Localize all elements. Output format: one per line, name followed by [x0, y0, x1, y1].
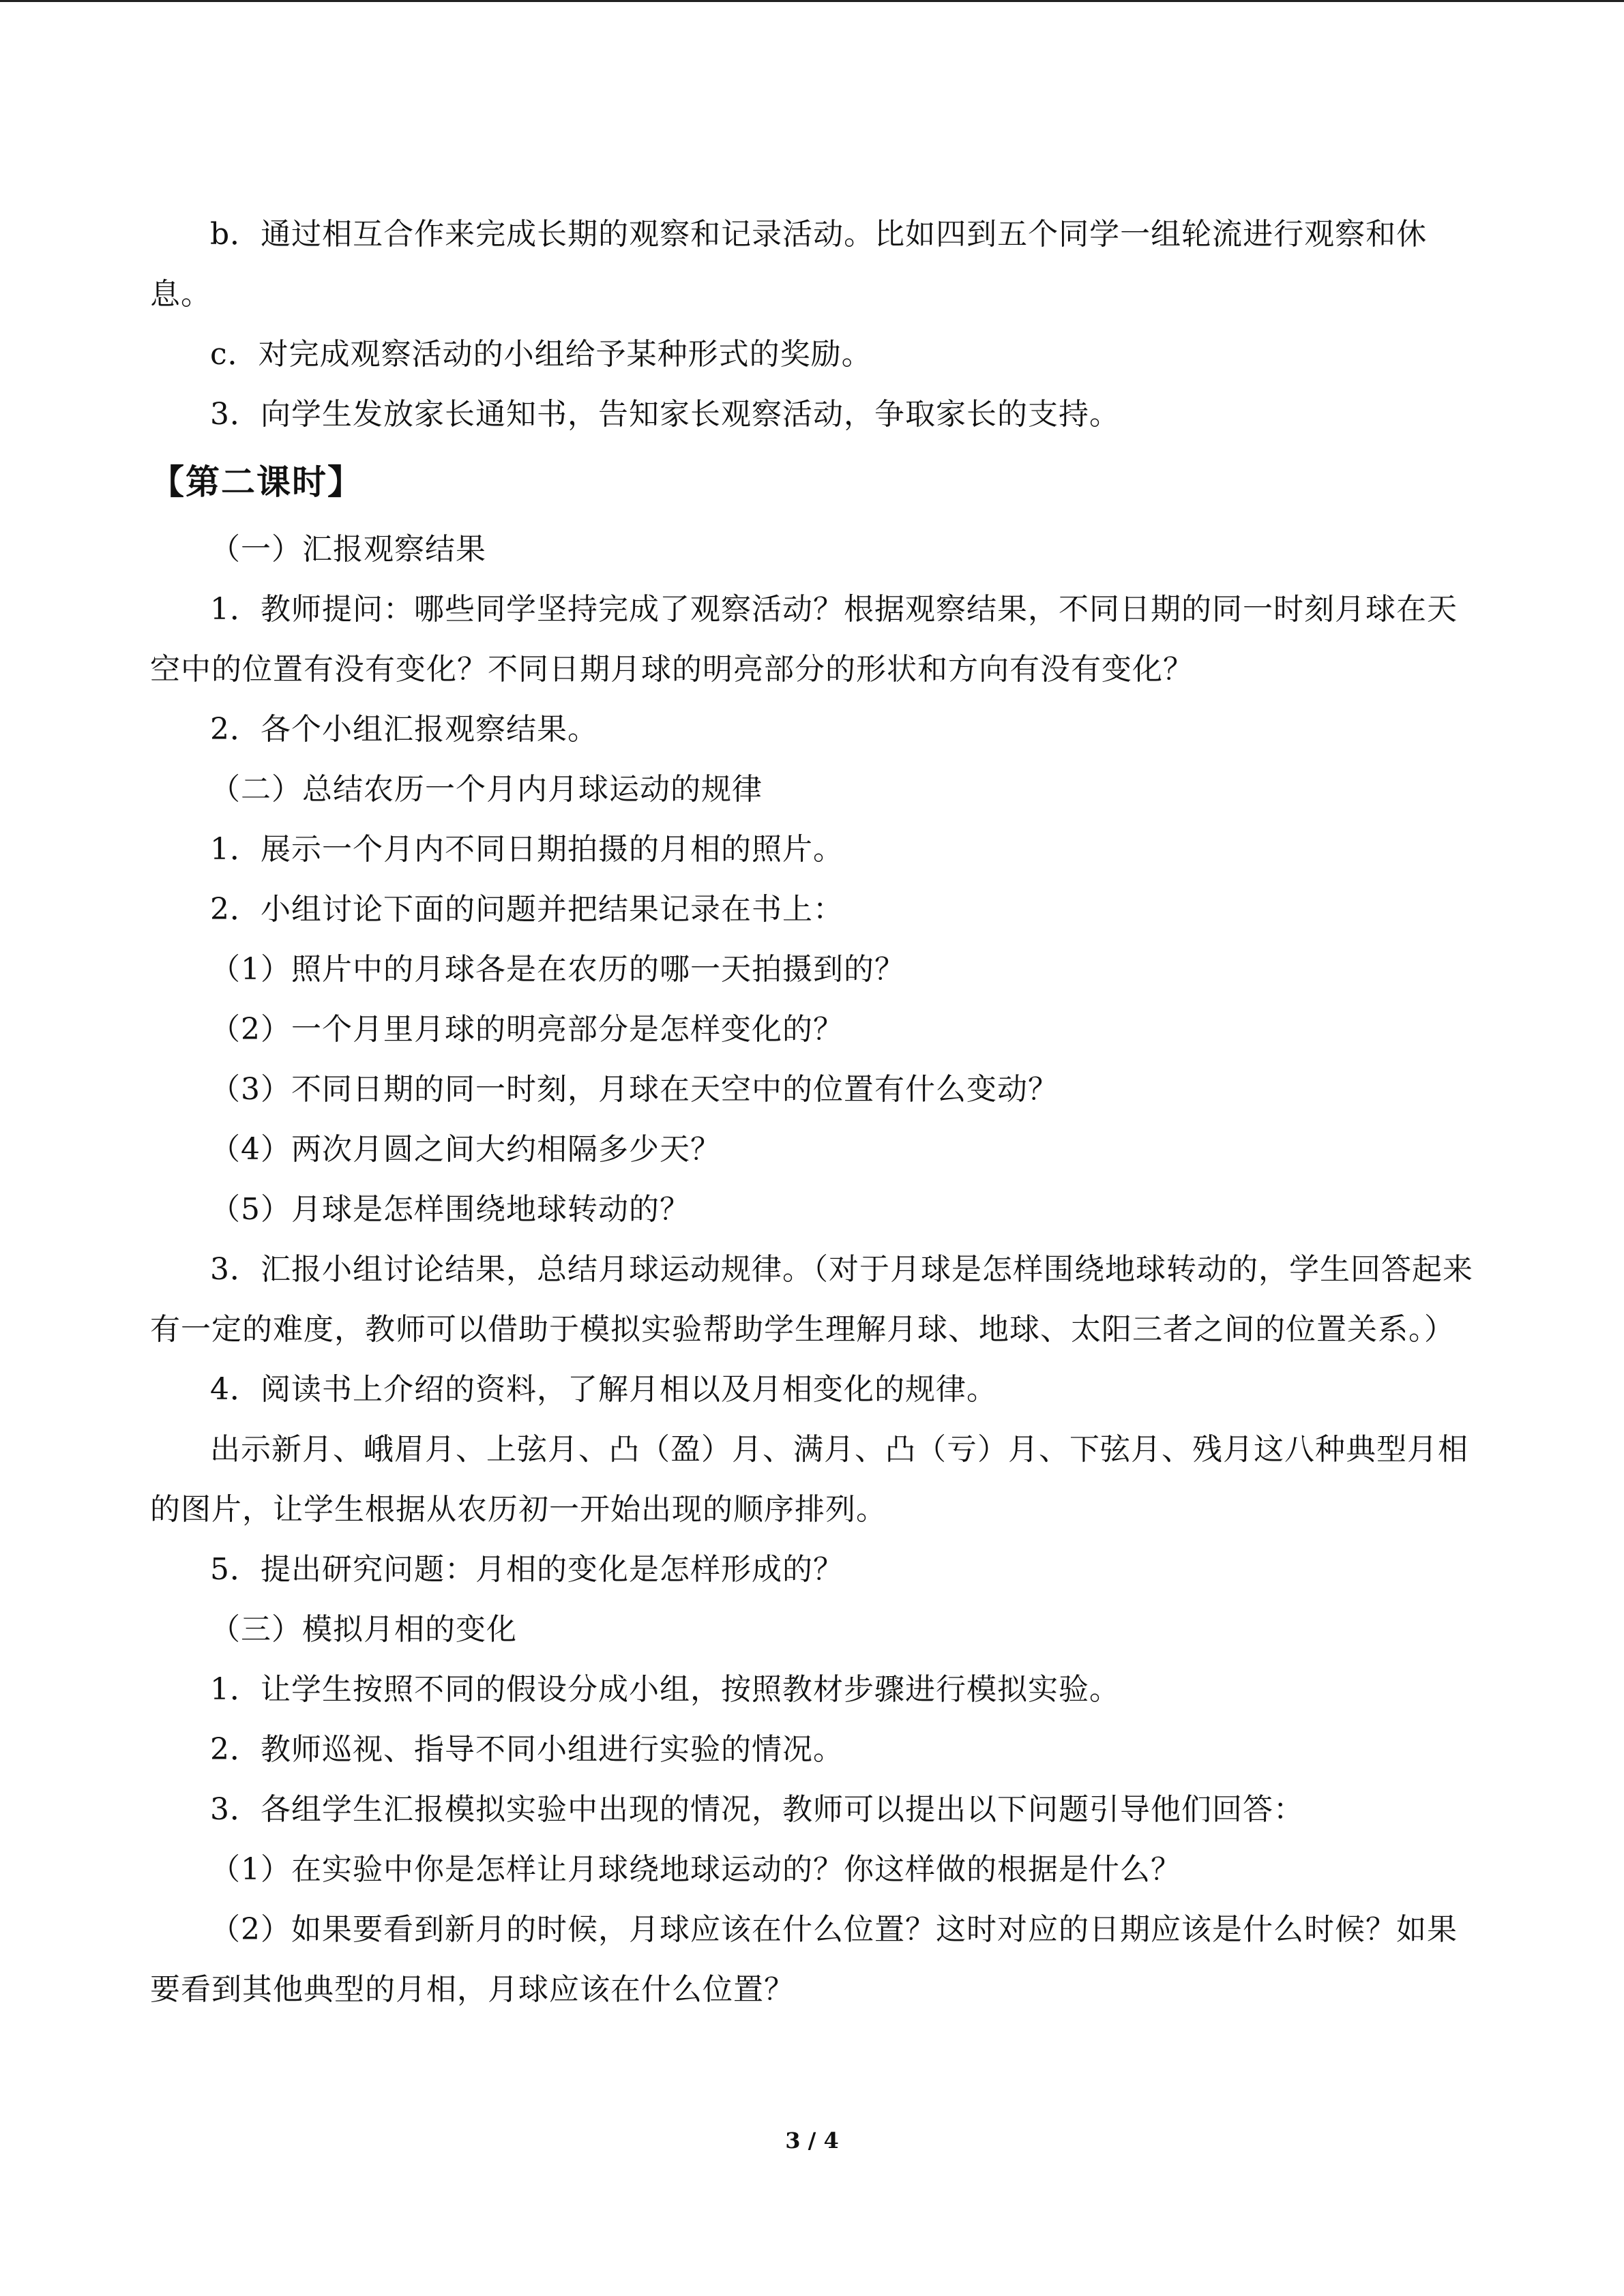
paragraph: （三）模拟月相的变化	[210, 1612, 517, 1647]
paragraph: 4．阅读书上介绍的资料，了解月相以及月相变化的规律。	[210, 1372, 997, 1407]
paragraph: 3．汇报小组讨论结果，总结月球运动规律。（对于月球是怎样围绕地球转动的，学生回答起来有一定的难度，教师可以借助于模拟实验帮助学生理解月球、地球、太阳三者之间的位置关系。）	[150, 1252, 1473, 1347]
paragraph: 3．各组学生汇报模拟实验中出现的情况，教师可以提出以下问题引导他们回答：	[210, 1792, 1304, 1827]
paragraph: 2．小组讨论下面的问题并把结果记录在书上：	[210, 892, 844, 927]
document-body	[150, 205, 1473, 2020]
paragraph: （5）月球是怎样围绕地球转动的？	[210, 1192, 690, 1227]
paragraph: （2）一个月里月球的明亮部分是怎样变化的？	[210, 1012, 844, 1047]
paragraph: 5．提出研究问题：月相的变化是怎样形成的？	[210, 1552, 844, 1587]
paragraph: （1）在实验中你是怎样让月球绕地球运动的？你这样做的根据是什么？	[210, 1852, 1181, 1887]
paragraph: 出示新月、峨眉月、上弦月、凸（盈）月、满月、凸（亏）月、下弦月、残月这八种典型月相的图片，让学生根据从农历初一开始出现的顺序排列。	[150, 1432, 1468, 1527]
paragraph: 1．教师提问：哪些同学坚持完成了观察活动？根据观察结果，不同日期的同一时刻月球在天空中的位置有没有变化？不同日期月球的明亮部分的形状和方向有没有变化？	[150, 592, 1458, 687]
paragraph: 3．向学生发放家长通知书，告知家长观察活动，争取家长的支持。	[210, 397, 1120, 432]
paragraph: （4）两次月圆之间大约相隔多少天？	[210, 1132, 721, 1167]
paragraph: （1）照片中的月球各是在农历的哪一天拍摄到的？	[210, 952, 905, 987]
page-number: 3 / 4	[785, 2128, 839, 2153]
paragraph: b．通过相互合作来完成长期的观察和记录活动。比如四到五个同学一组轮流进行观察和休息。	[150, 217, 1428, 312]
paragraph: 1．让学生按照不同的假设分成小组，按照教材步骤进行模拟实验。	[210, 1672, 1120, 1707]
paragraph: 2．各个小组汇报观察结果。	[210, 712, 598, 747]
paragraph: 1．展示一个月内不同日期拍摄的月相的照片。	[210, 832, 844, 867]
paragraph: （3）不同日期的同一时刻，月球在天空中的位置有什么变动？	[210, 1072, 1059, 1107]
paragraph: c．对完成观察活动的小组给予某种形式的奖励。	[210, 337, 872, 372]
top-border-line	[0, 0, 1624, 2]
paragraph: （二）总结农历一个月内月球运动的规律	[210, 772, 763, 807]
section-heading: 【第二课时】	[150, 462, 363, 502]
paragraph: 2．教师巡视、指导不同小组进行实验的情况。	[210, 1732, 844, 1767]
paragraph: （2）如果要看到新月的时候，月球应该在什么位置？这时对应的日期应该是什么时候？如果要看到其他典型的月相，月球应该在什么位置？	[150, 1912, 1458, 2007]
paragraph: （一）汇报观察结果	[210, 532, 486, 567]
